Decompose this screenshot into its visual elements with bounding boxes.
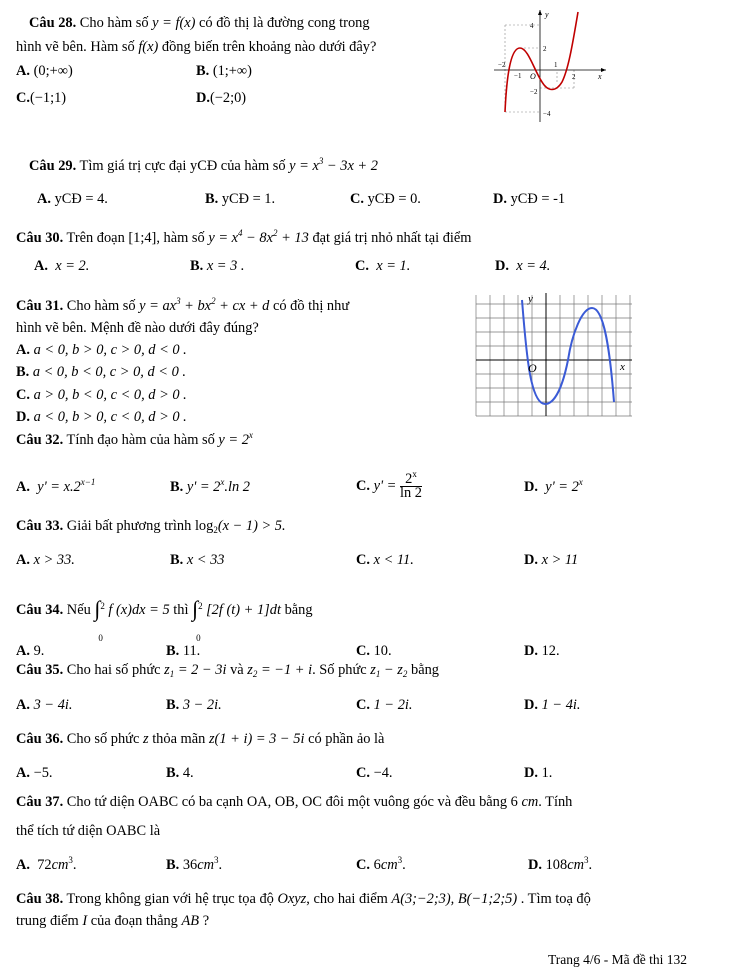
q33-option-c (356, 551, 414, 569)
q36-option-d (524, 764, 552, 782)
q33-option-a (16, 551, 75, 569)
tick-y-label: y (545, 10, 549, 19)
q38-text: Trong không gian với hệ trục tọa độ (66, 891, 274, 907)
option-label: A. (16, 765, 30, 781)
q30-option-a (34, 257, 89, 275)
option-label: D. (196, 90, 210, 106)
q34-text: bằng (284, 602, 313, 618)
option-label: A. (16, 697, 30, 713)
option-label: C. (356, 478, 370, 494)
option-label: B. (166, 765, 180, 781)
y-axis-arrow-icon (538, 10, 542, 15)
q35-number: Câu 35. (16, 662, 64, 678)
q30-line (16, 229, 472, 247)
option-text: −5. (33, 765, 53, 781)
option-label: C. (355, 258, 369, 274)
fraction: $\frac{2^x}{\ln 2}$ (400, 469, 422, 502)
q34-option-d (524, 642, 560, 660)
q37-line1 (16, 793, 572, 811)
option-text: 1 − 2i. (373, 697, 413, 713)
option-text: $72cm^3$. (37, 855, 77, 873)
q36-text: có phần ảo là (308, 731, 385, 747)
option-label: C. (356, 697, 370, 713)
origin-label: O (530, 72, 536, 81)
option-text: a < 0, b < 0, c > 0, d < 0 . (32, 364, 186, 380)
option-label: C. (356, 552, 370, 568)
q38-text: . Tìm toạ độ (520, 891, 591, 907)
option-text: 3 − 4i. (33, 697, 73, 713)
option-label: A. (37, 191, 51, 207)
q29-text: Tìm giá trị cực đại yCĐ của hàm số (79, 158, 286, 174)
option-label: B. (166, 857, 180, 873)
option-text: 1 − 4i. (541, 697, 581, 713)
option-label: D. (495, 258, 509, 274)
option-label: A. (16, 342, 30, 358)
q36-math: z (142, 731, 149, 747)
q31-option-a (16, 341, 187, 359)
option-label: B. (16, 364, 30, 380)
q31-graph (474, 290, 634, 418)
q31-text: Cho hàm số (66, 298, 136, 314)
option-text: 10. (373, 643, 392, 659)
q32-math: $y = 2^x$ (218, 430, 253, 448)
q37-text: . Tính (538, 794, 573, 810)
q38-math: Oxyz (277, 891, 307, 907)
q38-text: , cho hai điểm (306, 891, 388, 907)
option-label: A. (16, 552, 30, 568)
q35-z1: $z_1 = 2 - 3i$ (164, 662, 227, 679)
q28-option-d (196, 89, 246, 107)
q31-line1 (16, 297, 349, 315)
q35-text: bằng (411, 662, 440, 678)
q32-option-b (170, 478, 250, 496)
option-text: 1. (541, 765, 553, 781)
graph-origin-label: O (528, 361, 537, 375)
option-text: 3 − 2i. (182, 697, 222, 713)
option-text: $108cm^3$. (545, 855, 593, 873)
q28-option-c (16, 89, 66, 107)
q35-option-c (356, 696, 413, 714)
q32-option-c (356, 470, 422, 502)
q31-option-d (16, 408, 187, 426)
option-text: x = 4. (516, 258, 551, 274)
q38-math: AB (181, 913, 200, 929)
option-label: D. (528, 857, 542, 873)
q35-diff: $z_1 - z_2$ (370, 662, 408, 679)
option-label: C. (356, 643, 370, 659)
option-text: a > 0, b < 0, c < 0, d > 0 . (33, 387, 187, 403)
q38-math: I (82, 913, 88, 929)
graph-y-label: y (528, 293, 533, 305)
q34-option-c (356, 642, 392, 660)
option-label: A. (16, 643, 30, 659)
q36-text: thỏa mãn (152, 731, 206, 747)
q34-math: [2f (t) + 1]dt (206, 602, 281, 618)
q30-interval: [1;4] (128, 230, 157, 246)
integral-sign: ∫ 2 0 (94, 595, 105, 643)
option-label: C. (16, 387, 30, 403)
option-label: B. (170, 479, 184, 495)
option-text: 4. (182, 765, 194, 781)
q31-curve (522, 300, 614, 404)
tick-label: −1 (514, 72, 522, 80)
option-label: B. (205, 191, 219, 207)
option-text: (−2;0) (210, 90, 247, 106)
option-text: $6cm^3$. (373, 855, 406, 873)
q34-line (16, 594, 313, 643)
option-text: yCĐ = 4. (54, 191, 108, 207)
q37-text: Cho tứ diện OABC có ba cạnh OA, OB, OC đôi một vuông góc và đều bằng 6 (66, 794, 518, 810)
q33-option-b (170, 551, 225, 569)
q36-math: z(1 + i) = 3 − 5i (208, 731, 305, 747)
q30-number: Câu 30. (16, 230, 64, 246)
q34-option-a (16, 642, 44, 660)
option-label: B. (170, 552, 184, 568)
option-label: D. (524, 479, 538, 495)
option-text: x < 11. (373, 552, 414, 568)
q38-text: ? (202, 913, 210, 929)
q28-option-b (196, 62, 252, 80)
q30-math: $y = x^4 - 8x^2 + 13$ (208, 228, 309, 246)
q28-text: Cho hàm số (79, 15, 149, 31)
option-text: y' = (373, 478, 397, 494)
q34-option-b (166, 642, 200, 660)
tick-x-label: x (598, 72, 602, 81)
option-label: A. (34, 258, 48, 274)
q28-graph (490, 8, 610, 126)
q34-text: Nếu (66, 602, 91, 618)
option-text: a < 0, b > 0, c < 0, d > 0 . (33, 409, 187, 425)
q28-text: hình vẽ bên. Hàm số (16, 39, 135, 55)
q36-text: Cho số phức (66, 731, 140, 747)
q29-option-b (205, 190, 275, 208)
option-text: x > 11 (541, 552, 579, 568)
q34-number: Câu 34. (16, 602, 64, 618)
q29-number: Câu 29. (29, 158, 77, 174)
q29-option-d (493, 190, 565, 208)
q36-option-a (16, 764, 53, 782)
q28-curve (505, 12, 578, 112)
option-text: (0;+∞) (33, 63, 73, 79)
q31-option-c (16, 386, 187, 404)
q32-option-a (16, 478, 95, 496)
q33-number: Câu 33. (16, 518, 64, 534)
option-text: (1;+∞) (212, 63, 252, 79)
q28-text: có đồ thị là đường cong trong (199, 15, 370, 31)
option-label: B. (196, 63, 210, 79)
q28-line2 (16, 38, 376, 56)
option-text: yCĐ = 0. (367, 191, 421, 207)
page-footer: Trang 4/6 - Mã đề thi 132 (548, 952, 687, 967)
q36-option-c (356, 764, 393, 782)
option-text: −4. (373, 765, 393, 781)
option-text: $y' = x.2^{x-1}$ (37, 477, 96, 495)
option-text: x < 33 (186, 552, 225, 568)
q28-line1 (29, 14, 370, 32)
q38-number: Câu 38. (16, 891, 64, 907)
option-text: (−1;1) (30, 90, 67, 106)
option-label: C. (356, 765, 370, 781)
option-label: C. (356, 857, 370, 873)
q29-math: $y = x^3 - 3x + 2$ (289, 156, 378, 174)
q28-text: đồng biến trên khoảng nào dưới đây? (161, 39, 377, 55)
option-text: x = 3 . (206, 258, 245, 274)
option-text: x = 1. (376, 258, 411, 274)
q33-option-d (524, 551, 578, 569)
q35-option-d (524, 696, 581, 714)
option-label: D. (524, 552, 538, 568)
tick-label: 1 (554, 61, 558, 69)
q29-option-a (37, 190, 108, 208)
q34-text: thì (173, 602, 189, 618)
option-label: B. (190, 258, 204, 274)
q36-number: Câu 36. (16, 731, 64, 747)
tick-label: −2 (498, 61, 506, 69)
option-label: A. (16, 857, 30, 873)
tick-label: 4 (530, 22, 534, 30)
q29-option-c (350, 190, 421, 208)
q28-math: f(x) (138, 39, 159, 55)
q33-text: Giải bất phương trình (66, 518, 192, 534)
tick-label: −2 (530, 88, 538, 96)
tick-label: 2 (572, 73, 576, 81)
option-label: A. (16, 63, 30, 79)
graph-x-label: x (620, 361, 625, 373)
q38-points: A(3;−2;3), B(−1;2;5) (391, 891, 518, 907)
q38-text: trung điểm (16, 913, 79, 929)
option-label: C. (350, 191, 364, 207)
q38-line1 (16, 890, 591, 908)
option-label: B. (166, 697, 180, 713)
q35-option-b (166, 696, 222, 714)
q34-math: f (x)dx = 5 (108, 602, 170, 618)
q32-number: Câu 32. (16, 432, 64, 448)
option-label: D. (493, 191, 507, 207)
q37-option-b (166, 856, 222, 874)
option-label: D. (524, 697, 538, 713)
q35-text: Cho hai số phức (66, 662, 161, 678)
q35-line (16, 661, 439, 679)
q32-line (16, 431, 253, 449)
option-label: B. (166, 643, 180, 659)
q32-option-d (524, 478, 583, 496)
tick-label: −4 (543, 110, 551, 118)
q37-number: Câu 37. (16, 794, 64, 810)
q30-text: , hàm số (156, 230, 205, 246)
option-label: D. (524, 643, 538, 659)
option-text: $y' = 2^x$ (545, 477, 583, 495)
q31-number: Câu 31. (16, 298, 64, 314)
option-text: $36cm^3$. (182, 855, 223, 873)
option-label: C. (16, 90, 30, 106)
q31-option-b (16, 363, 186, 381)
q29-line (29, 157, 378, 175)
option-text: yCĐ = 1. (221, 191, 276, 207)
option-text: $y' = 2^x.\ln$ 2 (186, 477, 250, 495)
q28-math: y = f(x) (152, 15, 196, 31)
q30-option-b (190, 257, 245, 275)
q35-option-a (16, 696, 73, 714)
q37-unit: cm (521, 794, 539, 810)
q35-z2: $z_2 = -1 + i$ (247, 662, 313, 679)
q37-line2: thể tích tứ diện OABC là (16, 823, 161, 839)
integral-sign: ∫ 2 0 (192, 595, 203, 643)
q36-line (16, 730, 384, 748)
q35-text: . Số phức (312, 662, 367, 678)
q37-option-d (528, 856, 592, 874)
q32-text: Tính đạo hàm của hàm số (66, 432, 215, 448)
option-text: a < 0, b > 0, c > 0, d < 0 . (33, 342, 187, 358)
option-text: yCĐ = -1 (510, 191, 566, 207)
q35-text: và (230, 662, 244, 678)
q28-option-a (16, 62, 73, 80)
q31-math: $y = ax^3 + bx^2$ + cx + d (139, 296, 270, 314)
x-axis-arrow-icon (601, 68, 606, 72)
q36-option-b (166, 764, 194, 782)
option-text: 12. (541, 643, 560, 659)
q30-text: đạt giá trị nhỏ nhất tại điểm (312, 230, 472, 246)
q31-line2: hình vẽ bên. Mệnh đề nào dưới đây đúng? (16, 320, 259, 336)
q30-option-d (495, 257, 550, 275)
q30-text: Trên đoạn (66, 230, 125, 246)
option-text: x > 33. (33, 552, 75, 568)
q31-text: có đồ thị như (272, 298, 350, 314)
q38-line2 (16, 912, 209, 930)
q28-number: Câu 28. (29, 15, 77, 31)
q37-option-a (16, 856, 76, 874)
option-text: x = 2. (55, 258, 90, 274)
q30-option-c (355, 257, 410, 275)
q38-text: của đoạn thẳng (90, 913, 178, 929)
q37-option-c (356, 856, 406, 874)
option-text: 9. (33, 643, 45, 659)
tick-label: 2 (543, 45, 547, 53)
option-text: 11. (182, 643, 201, 659)
option-label: D. (16, 409, 30, 425)
q33-line (16, 517, 286, 535)
option-label: A. (16, 479, 30, 495)
option-label: D. (524, 765, 538, 781)
q33-math: $\log_2(x - 1) > 5$. (194, 518, 286, 535)
